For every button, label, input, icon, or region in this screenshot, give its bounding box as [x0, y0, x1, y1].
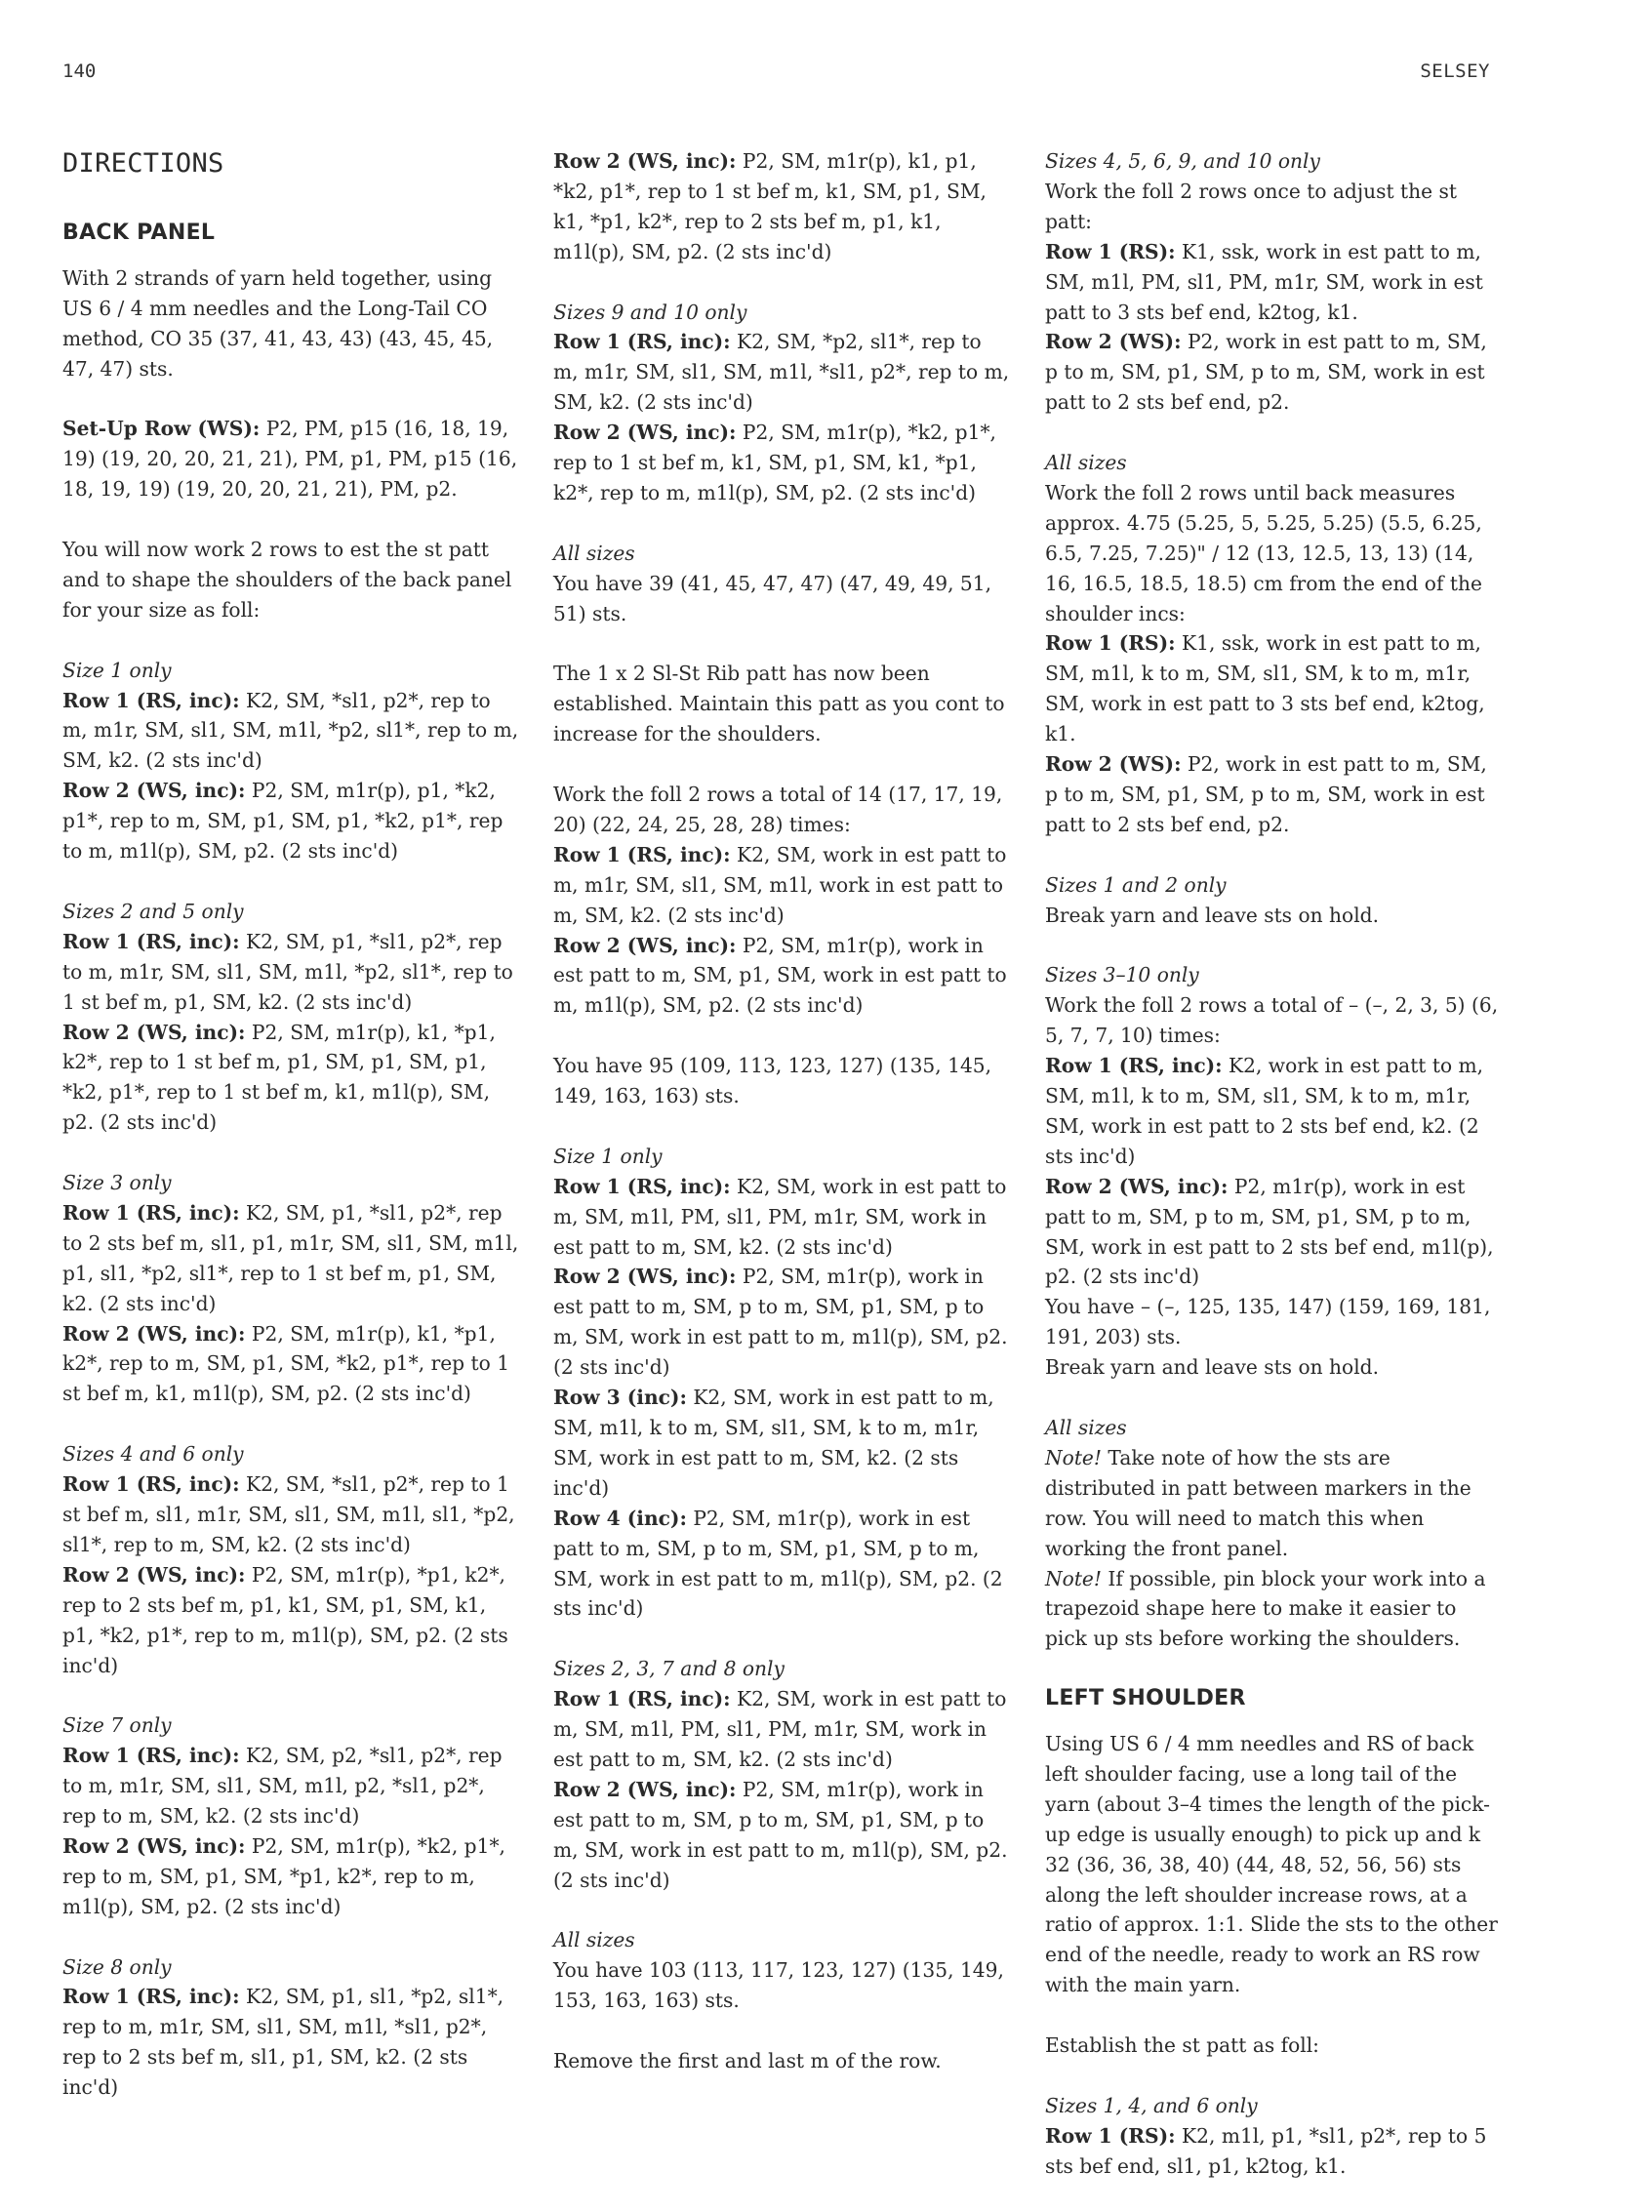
row-text: K2, SM, p1, sl1, *p2, sl1*, rep to m, m1r, SM, sl1, SM, m1l, *sl1, p2*, rep to 2 sts bef m, sl1, p1, SM, k2. (2 sts inc'd)	[62, 1985, 504, 2100]
column-2	[553, 146, 1012, 2107]
rib-paragraph	[553, 659, 1012, 749]
remove-markers-paragraph	[553, 2046, 1012, 2076]
row-text: K2, SM, p1, *sl1, p2*, rep to m, m1r, SM, sl1, SM, m1l, *p2, sl1*, rep to 1 st bef m, p1, SM, k2. (2 sts inc'd)	[62, 929, 513, 1014]
size-heading: Sizes 4 and 6 only	[62, 1442, 244, 1467]
work-intro-text: You will now work 2 rows to est the st patt and to shape the shoulders of the back panel for your size as foll:	[62, 538, 512, 622]
row-label: Row 2 (WS):	[1045, 330, 1182, 354]
stitch-count-text: You have – (–, 125, 135, 147) (159, 169, 181, 191, 203) sts.	[1045, 1295, 1491, 1349]
cast-on-text: With 2 strands of yarn held together, using US 6 / 4 mm needles and the Long-Tail CO method, CO 35 (37, 41, 43, 43) (43, 45, 45, 47, 47) sts.	[62, 265, 494, 381]
row-label: Row 1 (RS, inc):	[553, 842, 731, 866]
directions-heading: DIRECTIONS	[62, 148, 224, 179]
row-label: Row 2 (WS, inc):	[553, 149, 737, 173]
row-text: P2, SM, m1r(p), k1, *p1, k2*, rep to 1 st bef m, p1, SM, p1, SM, p1, *k2, p1*, rep to 1 st bef m, k1, m1l(p), SM, p2. (2 sts inc'd)	[62, 1020, 496, 1135]
size-heading: Sizes 1 and 2 only	[1045, 872, 1227, 897]
row-label: Row 2 (WS, inc):	[62, 1020, 246, 1044]
row-label: Row 2 (WS, inc):	[553, 421, 737, 445]
row-label: Row 2 (WS, inc):	[553, 1777, 737, 1801]
back-panel-heading: BACK PANEL	[62, 221, 216, 245]
repeat-intro: Work the foll 2 rows a total of 14 (17, 17, 19, 20) (22, 24, 25, 28, 28) times:	[553, 782, 1003, 836]
sizes-3-10-section	[1045, 960, 1504, 1383]
size-1-section	[62, 656, 521, 866]
row-text: K2, SM, work in est patt to m, SM, m1l, PM, sl1, PM, m1r, SM, work in est patt to m, SM, k2. (2 sts inc'd)	[553, 1174, 1007, 1259]
break-yarn-text: Break yarn and leave sts on hold.	[1045, 1355, 1379, 1380]
row-label: Row 1 (RS, inc):	[553, 330, 731, 354]
left-shoulder-heading: LEFT SHOULDER	[1045, 1686, 1246, 1711]
note-text: If possible, pin block your work into a trapezoid shape here to make it easier to pick up sts before working the shoulders.	[1045, 1566, 1486, 1651]
size-1-section	[553, 1142, 1012, 1625]
row-text: P2, SM, m1r(p), work in est patt to m, SM, p to m, SM, p1, SM, p to m, SM, work in est patt to m, m1l(p), SM, p2. (2 sts inc'd)	[553, 1777, 1008, 1892]
row-text: P2, SM, m1r(p), p1, *k2, p1*, rep to m, SM, p1, SM, p1, *k2, p1*, rep to m, m1l(p), SM, p2. (2 sts inc'd)	[62, 779, 504, 864]
row-label: Row 2 (WS):	[1045, 752, 1182, 777]
sizes-2-5-section	[62, 897, 521, 1138]
row-label: Row 2 (WS, inc):	[62, 1833, 246, 1858]
size-heading: Size 8 only	[62, 1954, 172, 1979]
row-text: K2, SM, p2, *sl1, p2*, rep to m, m1r, SM, sl1, SM, m1l, p2, *sl1, p2*, rep to m, SM, k2. (2 sts inc'd)	[62, 1744, 503, 1829]
size-heading: All sizes	[553, 541, 635, 565]
stitch-count-text: You have 39 (41, 45, 47, 47) (47, 49, 49, 51, 51) sts.	[553, 571, 992, 625]
increase-rows-section	[553, 780, 1012, 1021]
row-label: Row 2 (WS, inc):	[62, 779, 246, 803]
sizes-2-3-7-8-section	[553, 1654, 1012, 1895]
row-label: Set-Up Row (WS):	[62, 417, 261, 441]
row-label: Row 2 (WS, inc):	[62, 1562, 246, 1587]
note-label: Note!	[1045, 1566, 1102, 1590]
pick-up-paragraph	[1045, 1729, 1504, 2000]
note-label: Note!	[1045, 1445, 1102, 1469]
row-text: K2, SM, *sl1, p2*, rep to m, m1r, SM, sl1, SM, m1l, *p2, sl1*, rep to m, SM, k2. (2 sts inc'd)	[62, 688, 519, 773]
all-sizes-section	[553, 1925, 1012, 2016]
remove-markers-text: Remove the first and last m of the row.	[553, 2048, 942, 2072]
row-label: Row 1 (RS):	[1045, 631, 1176, 656]
sizes-9-10-section	[553, 298, 1012, 508]
sizes-4-5-6-9-10-section	[1045, 146, 1504, 418]
rib-text: The 1 x 2 Sl-St Rib patt has now been established. Maintain this patt as you cont to increase for the shoulders.	[553, 662, 1005, 746]
row-label: Row 3 (inc):	[553, 1386, 687, 1410]
establish-paragraph	[1045, 2031, 1504, 2061]
setup-row-paragraph	[62, 414, 521, 504]
row-label: Row 1 (RS):	[1045, 2123, 1176, 2148]
row-label: Row 1 (RS, inc):	[62, 1985, 240, 2009]
stitch-count-paragraph	[553, 1051, 1012, 1111]
size-heading: All sizes	[1045, 1416, 1127, 1439]
row-label: Row 2 (WS, inc):	[553, 933, 737, 957]
row-label: Row 1 (RS, inc):	[62, 1472, 240, 1497]
repeat-intro: Work the foll 2 rows until back measures approx. 4.75 (5.25, 5, 5.25, 5.25) (5.5, 6.25, 6.5, 7.25, 7.25)" / 12 (13, 12.5, 13, 13) (14, 16, 16.5, 18.5, 18.5) cm from the end of the shoulder incs:	[1045, 480, 1482, 625]
row-label: Row 1 (RS, inc):	[553, 1687, 731, 1711]
row-text: P2, SM, m1r(p), work in est patt to m, SM, p to m, SM, p1, SM, p to m, SM, work in est patt to m, m1l(p), SM, p2. (2 sts inc'd)	[553, 1506, 1003, 1621]
row-text: K2, SM, p1, *sl1, p2*, rep to 2 sts bef m, sl1, p1, m1r, SM, sl1, SM, m1l, p1, sl1, *p2, sl1*, rep to 1 st bef m, p1, SM, k2. (2 sts inc'd)	[62, 1200, 519, 1315]
size-heading: All sizes	[553, 1928, 635, 1952]
row-text: P2, SM, m1r(p), *k2, p1*, rep to m, SM, p1, SM, *p1, k2*, rep to m, m1l(p), SM, p2. (2 sts inc'd)	[62, 1833, 505, 1918]
row-text: P2, PM, p15 (16, 18, 19, 19) (19, 20, 20, 21, 21), PM, p1, PM, p15 (16, 18, 19, 19) (19, 20, 20, 21, 21), PM, p2.	[62, 417, 518, 502]
establish-text: Establish the st patt as foll:	[1045, 2033, 1319, 2058]
sizes-1-2-section	[1045, 870, 1504, 931]
size-heading: Sizes 2, 3, 7 and 8 only	[553, 1657, 785, 1681]
size-heading: Sizes 2 and 5 only	[62, 899, 244, 923]
row-label: Row 1 (RS, inc):	[62, 1744, 240, 1768]
sizes-4-6-section	[62, 1439, 521, 1680]
size-8-section	[62, 1952, 521, 2104]
all-sizes-section	[1045, 448, 1504, 840]
row-text: K1, ssk, work in est patt to m, SM, m1l, k to m, SM, sl1, SM, k to m, m1r, SM, work in est patt to 3 sts bef end, k2tog, k1.	[1045, 631, 1485, 746]
column-1	[62, 146, 521, 2133]
all-sizes-notes-section	[1045, 1413, 1504, 1654]
row-label: Row 1 (RS, inc):	[62, 929, 240, 953]
row-label: Row 1 (RS):	[1045, 239, 1176, 263]
row-label: Row 1 (RS, inc):	[553, 1174, 731, 1198]
row-text: K1, ssk, work in est patt to m, SM, m1l, PM, sl1, PM, m1r, SM, work in est patt to 3 sts bef end, k2tog, k1.	[1045, 239, 1483, 324]
row-text: P2, SM, m1r(p), *k2, p1*, rep to 1 st bef m, k1, SM, p1, SM, k1, *p1, k2*, rep to m, m1l(p), SM, p2. (2 sts inc'd)	[553, 421, 996, 504]
page-number: 140	[62, 60, 97, 82]
row-text: K2, SM, work in est patt to m, m1r, SM, sl1, SM, m1l, work in est patt to m, SM, k2. (2 sts inc'd)	[553, 842, 1007, 927]
row-text: P2, SM, m1r(p), k1, *p1, k2*, rep to m, SM, p1, SM, *k2, p1*, rep to 1 st bef m, k1, m1l(p), SM, p2. (2 sts inc'd)	[62, 1321, 510, 1406]
size-heading: Sizes 3–10 only	[1045, 963, 1199, 987]
column-3	[1045, 146, 1504, 2212]
row-label: Row 1 (RS, inc):	[1045, 1054, 1223, 1078]
size-heading: Size 1 only	[62, 658, 172, 682]
row-text: K2, SM, *sl1, p2*, rep to 1 st bef m, sl1, m1r, SM, sl1, SM, m1l, sl1, *p2, sl1*, rep to m, SM, k2. (2 sts inc'd)	[62, 1472, 515, 1556]
repeat-intro: Work the foll 2 rows once to adjust the st patt:	[1045, 179, 1457, 233]
row-text: K2, SM, work in est patt to m, SM, m1l, k to m, SM, sl1, SM, k to m, m1r, SM, work in est patt to m, SM, k2. (2 sts inc'd)	[553, 1386, 994, 1500]
row-text: K2, work in est patt to m, SM, m1l, k to m, SM, sl1, SM, k to m, m1r, SM, work in est patt to 2 sts bef end, k2. (2 sts inc'd)	[1045, 1054, 1484, 1168]
size-heading: Sizes 1, 4, and 6 only	[1045, 2093, 1258, 2117]
size-8-continued	[553, 146, 1012, 267]
row-text: P2, m1r(p), work in est patt to m, SM, p to m, SM, p1, SM, p to m, SM, work in est patt to 2 sts bef end, m1l(p), p2. (2 sts inc'd)	[1045, 1174, 1494, 1289]
sizes-1-4-6-section	[1045, 2091, 1504, 2182]
row-text: P2, SM, m1r(p), k1, p1, *k2, p1*, rep to 1 st bef m, k1, SM, p1, SM, k1, *p1, k2*, rep to 2 sts bef m, p1, k1, m1l(p), SM, p2. (2 sts inc'd)	[553, 149, 987, 263]
row-text: P2, SM, m1r(p), *p1, k2*, rep to 2 sts bef m, p1, k1, SM, p1, SM, k1, p1, *k2, p1*, rep to m, m1l(p), SM, p2. (2 sts inc'd)	[62, 1562, 508, 1677]
row-label: Row 1 (RS, inc):	[62, 1200, 240, 1225]
row-text: K2, SM, work in est patt to m, SM, m1l, PM, sl1, PM, m1r, SM, work in est patt to m, SM, k2. (2 sts inc'd)	[553, 1687, 1007, 1771]
all-sizes-section	[553, 539, 1012, 629]
row-label: Row 1 (RS, inc):	[62, 688, 240, 712]
size-heading: Sizes 4, 5, 6, 9, and 10 only	[1045, 149, 1320, 173]
stitch-count-text: You have 95 (109, 113, 123, 127) (135, 145, 149, 163, 163) sts.	[553, 1054, 992, 1108]
repeat-intro: Work the foll 2 rows a total of – (–, 2, 3, 5) (6, 5, 7, 7, 10) times:	[1045, 993, 1499, 1048]
row-text: P2, work in est patt to m, SM, p to m, SM, p1, SM, p to m, SM, work in est patt to 2 sts bef end, p2.	[1045, 752, 1487, 836]
size-heading: Size 3 only	[62, 1171, 172, 1195]
pick-up-text: Using US 6 / 4 mm needles and RS of back left shoulder facing, use a long tail of the yarn (about 3–4 times the length of the pick-up edge is usually enough) to pick up and k 32 (36, 36, 38, 40) (44, 48, 52, 56, 56) sts along the left shoulder increase rows, at a ratio of approx. 1:1. Slide the sts to the other end of the needle, ready to work an RS row with the main yarn.	[1045, 1732, 1498, 1997]
row-label: Row 2 (WS, inc):	[1045, 1174, 1229, 1198]
size-7-section	[62, 1710, 521, 1921]
row-text: P2, SM, m1r(p), work in est patt to m, SM, p to m, SM, p1, SM, p to m, SM, work in est patt to m, m1l(p), SM, p2. (2 sts inc'd)	[553, 1265, 1008, 1380]
size-3-section	[62, 1168, 521, 1409]
size-heading: Size 1 only	[553, 1144, 663, 1168]
size-heading: All sizes	[1045, 451, 1127, 475]
stitch-count-text: You have 103 (113, 117, 123, 127) (135, 149, 153, 163, 163) sts.	[553, 1958, 1004, 2013]
row-text: K2, m1l, p1, *sl1, p2*, rep to 5 sts bef end, sl1, p1, k2tog, k1.	[1045, 2123, 1487, 2178]
row-text: P2, work in est patt to m, SM, p to m, SM, p1, SM, p to m, SM, work in est patt to 2 sts bef end, p2.	[1045, 330, 1487, 415]
row-label: Row 2 (WS, inc):	[62, 1321, 246, 1346]
cast-on-paragraph	[62, 263, 521, 384]
row-text: P2, SM, m1r(p), work in est patt to m, SM, p1, SM, work in est patt to m, m1l(p), SM, p2. (2 sts inc'd)	[553, 933, 1007, 1018]
size-heading: Sizes 9 and 10 only	[553, 300, 747, 324]
break-yarn-text: Break yarn and leave sts on hold.	[1045, 903, 1379, 927]
note-text: Take note of how the sts are distributed in patt between markers in the row. You will need to match this when working the front panel.	[1045, 1445, 1471, 1560]
row-text: K2, SM, *p2, sl1*, rep to m, m1r, SM, sl1, SM, m1l, *sl1, p2*, rep to m, SM, k2. (2 sts inc'd)	[553, 330, 1010, 415]
size-heading: Size 7 only	[62, 1713, 172, 1738]
running-title: SELSEY	[1420, 60, 1490, 82]
row-label: Row 2 (WS, inc):	[553, 1265, 737, 1289]
work-intro-paragraph	[62, 535, 521, 625]
row-label: Row 4 (inc):	[553, 1506, 687, 1530]
